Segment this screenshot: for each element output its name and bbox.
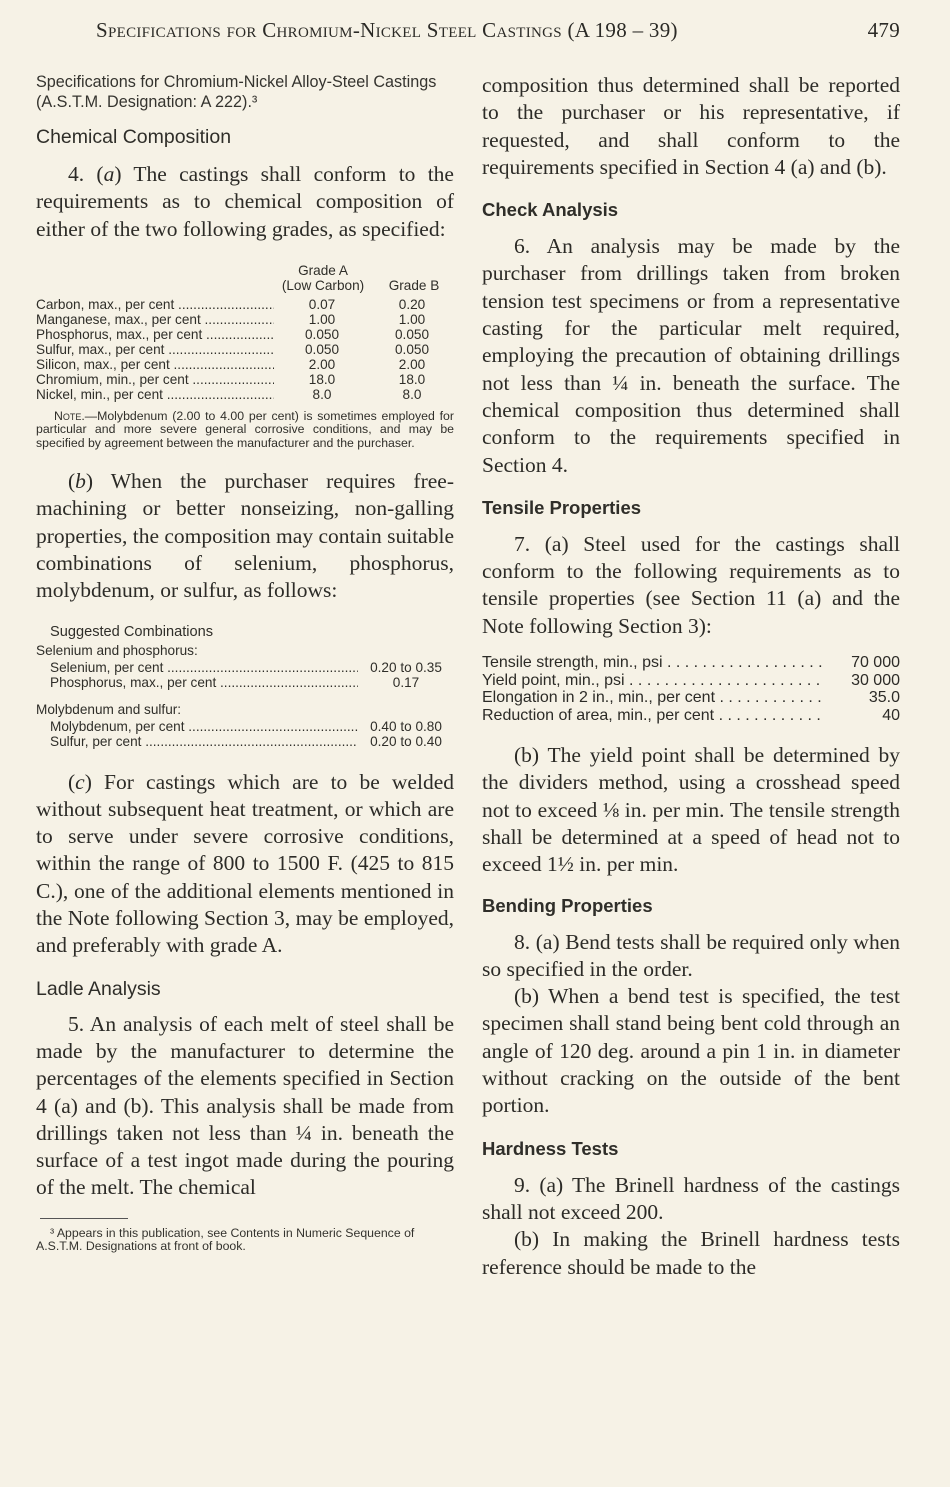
row-label: Sulfur, max., per cent ..... xyxy=(36,342,274,357)
row-value: 40 xyxy=(882,706,900,724)
row-label: Molybdenum, per cent ..... xyxy=(50,719,358,734)
heading-ladle-analysis: Ladle Analysis xyxy=(36,977,161,1000)
intro-line: Specifications for Chromium-Nickel Alloy-Steel Castings (A.S.T.M. Designation: A 222).³ xyxy=(36,73,437,111)
row-value: 1.00 xyxy=(308,311,336,327)
grade-table-header xyxy=(36,263,454,297)
grade-row xyxy=(36,357,454,372)
row-value: 8.0 xyxy=(402,386,422,402)
combo-row xyxy=(50,660,454,675)
tensile-row xyxy=(482,654,900,672)
tensile-row xyxy=(482,707,900,725)
para-7b: (b) The yield point shall be determined by the dividers method, using a crosshead speed not to exceed ⅛ in. per min. The tensile strength shall be determined at a speed of head not to exceed 1½ in. per min. xyxy=(482,743,900,877)
footnote-rule xyxy=(40,1218,128,1219)
combo-group-molybdenum: Molybdenum and sulfur: xyxy=(36,701,182,717)
para-4c-text: ) For castings which are to be welded without subsequent heat treatment, or which are to serve under severe corrosive conditions, within the range of 800 to 1500 F. (425 to 815 C.), one of the additional elements mentioned in the Note following Section 3, may be employed, and preferably with grade A. xyxy=(36,769,454,958)
grade-row xyxy=(36,372,454,387)
row-value: 0.20 to 0.40 xyxy=(370,733,442,749)
para-4b: (b) When the purchaser requires free-machining or better nonseizing, non-galling properties, the composition may contain suitable combinations of selenium, phosphorus, molybdenum, or sulfur, as follows: xyxy=(36,469,454,603)
row-label: Manganese, max., per cent ..... xyxy=(36,312,274,327)
row-value: 70 000 xyxy=(851,654,900,672)
grade-row xyxy=(36,297,454,312)
row-label: Carbon, max., per cent ..... xyxy=(36,297,274,312)
row-label: Phosphorus, max., per cent ..... xyxy=(36,327,274,342)
running-header xyxy=(96,18,904,43)
row-label: Reduction of area, min., per cent . . . xyxy=(482,707,826,725)
row-value: 8.0 xyxy=(312,386,332,402)
grade-a-label: Grade A xyxy=(298,262,348,278)
tensile-table xyxy=(482,654,900,724)
row-value: 0.20 to 0.35 xyxy=(370,659,442,675)
grade-row xyxy=(36,387,454,402)
heading-bending-properties: Bending Properties xyxy=(482,894,653,916)
para-4a xyxy=(36,161,454,243)
row-value: 0.17 xyxy=(392,674,420,690)
combo-rows-selenium xyxy=(50,660,454,690)
para-4b-text: ) When the purchaser requires free-machining or better nonseizing, non-galling properties, the composition may contain suitable combinations of selenium, phosphorus, molybdenum, or sulfur, as follows: xyxy=(36,469,454,603)
para-4a-number: 4. ( xyxy=(68,162,104,186)
row-value: 0.050 xyxy=(394,341,430,357)
para-9a: 9. (a) The Brinell hardness of the castings shall not exceed 200. xyxy=(482,1172,900,1224)
header-designation: (A 198 – 39) xyxy=(567,18,678,42)
heading-tensile-properties: Tensile Properties xyxy=(482,496,642,518)
page-number: 479 xyxy=(867,18,900,42)
row-value: 2.00 xyxy=(308,356,336,372)
para-8b: (b) When a bend test is specified, the test specimen shall stand being bent cold through an angle of 120 deg. around a pin 1 in. in diameter without cracking on the outside of the bent portion. xyxy=(482,984,900,1118)
tensile-row xyxy=(482,689,900,707)
row-value: 0.050 xyxy=(304,341,340,357)
para-4a-text: ) The castings shall conform to the requirements as to chemical composition of either of the two following grades, as specified: xyxy=(36,162,454,241)
row-value: 0.20 xyxy=(398,296,426,312)
footnote: ³ Appears in this publication, see Contents in Numeric Sequence of A.S.T.M. Designations at front of book. xyxy=(36,1225,415,1254)
row-value: 2.00 xyxy=(398,356,426,372)
para-9b: (b) In making the Brinell hardness tests reference should be made to the xyxy=(482,1227,900,1279)
para-4b-letter: b xyxy=(75,469,86,494)
tensile-row xyxy=(482,672,900,690)
row-value: 35.0 xyxy=(868,689,900,707)
grade-row xyxy=(36,312,454,327)
row-label: Selenium, per cent ..... xyxy=(50,660,358,675)
combo-row xyxy=(50,734,454,749)
para-4c-letter: c xyxy=(75,769,85,794)
para-8a: 8. (a) Bend tests shall be required only when so specified in the order. xyxy=(482,929,900,981)
grade-table-body xyxy=(36,297,454,402)
row-value: 1.00 xyxy=(398,311,426,327)
heading-chemical-composition: Chemical Composition xyxy=(36,126,232,148)
heading-check-analysis: Check Analysis xyxy=(482,199,619,221)
row-value: 0.050 xyxy=(394,326,430,342)
para-6: 6. An analysis may be made by the purchaser from drillings taken from broken tension test specimens or from a representative casting for the particular melt required, employing the precaution of obtaining drillings not less than ¼ in. beneath the surface. The chemical composition thus determined shall conform to the requirements specified in Section 4. xyxy=(482,234,900,477)
para-5-continued: composition thus determined shall be reported to the purchaser or his representative, if requested, and shall conform to the requirements specified in Section 4 (a) and (b). xyxy=(482,73,900,179)
para-4a-letter: a xyxy=(103,162,115,186)
note-text: .—Molybdenum (2.00 to 4.00 per cent) is sometimes employed for particular and more severe general corrosive conditions, and may be specified by agreement between the manufacturer and the purchaser. xyxy=(36,408,454,450)
row-value: 18.0 xyxy=(398,371,426,387)
left-column xyxy=(36,72,454,1254)
grade-table xyxy=(36,263,454,402)
grade-row xyxy=(36,342,454,357)
row-label: Elongation in 2 in., min., per cent . . . xyxy=(482,689,826,707)
molybdenum-note xyxy=(36,410,454,450)
row-label: Phosphorus, max., per cent ..... xyxy=(50,675,358,690)
para-5: 5. An analysis of each melt of steel shall be made by the manufacturer to determine the percentages of the elements specified in Section 4 (a) and (b). This analysis shall be made from drillings taken not less than ¼ in. beneath the surface of a test ingot made during the pouring of the melt. The chemical xyxy=(36,1011,454,1200)
para-4c: (c) For castings which are to be welded without subsequent heat treatment, or which are to serve under severe corrosive conditions, within the range of 800 to 1500 F. (425 to 815 C.), one of the additional elements mentioned in the Note following Section 3, may be employed, and preferably with grade A. xyxy=(36,769,454,958)
combo-rows-molybdenum xyxy=(50,719,454,749)
grade-b-header: Grade B xyxy=(388,277,440,293)
combo-row xyxy=(50,719,454,734)
combinations-title: Suggested Combinations xyxy=(50,623,214,640)
grade-row xyxy=(36,327,454,342)
row-label: Yield point, min., psi . . . xyxy=(482,672,826,690)
row-value: 0.07 xyxy=(308,296,336,312)
grade-a-header xyxy=(268,263,378,293)
suggested-combinations xyxy=(36,625,454,749)
row-label: Chromium, min., per cent ..... xyxy=(36,372,274,387)
row-label: Nickel, min., per cent ..... xyxy=(36,387,274,402)
combo-group-selenium: Selenium and phosphorus: xyxy=(36,642,198,658)
row-label: Silicon, max., per cent ..... xyxy=(36,357,274,372)
grade-a-sublabel: (Low Carbon) xyxy=(281,277,365,293)
note-label: Note xyxy=(54,408,82,423)
header-title: Specifications for Chromium-Nickel Steel Castings xyxy=(96,18,562,42)
row-value: 0.050 xyxy=(304,326,340,342)
row-label: Sulfur, per cent ..... xyxy=(50,734,358,749)
row-value: 18.0 xyxy=(308,371,336,387)
row-label: Tensile strength, min., psi . . . xyxy=(482,654,826,672)
right-column xyxy=(482,72,900,1281)
row-value: 30 000 xyxy=(851,671,900,689)
heading-hardness-tests: Hardness Tests xyxy=(482,1137,619,1159)
combo-row xyxy=(50,675,454,690)
para-7a: 7. (a) Steel used for the castings shall conform to the following requirements as to tensile properties (see Section 11 (a) and the Note following Section 3): xyxy=(482,531,900,638)
row-value: 0.40 to 0.80 xyxy=(370,718,442,734)
